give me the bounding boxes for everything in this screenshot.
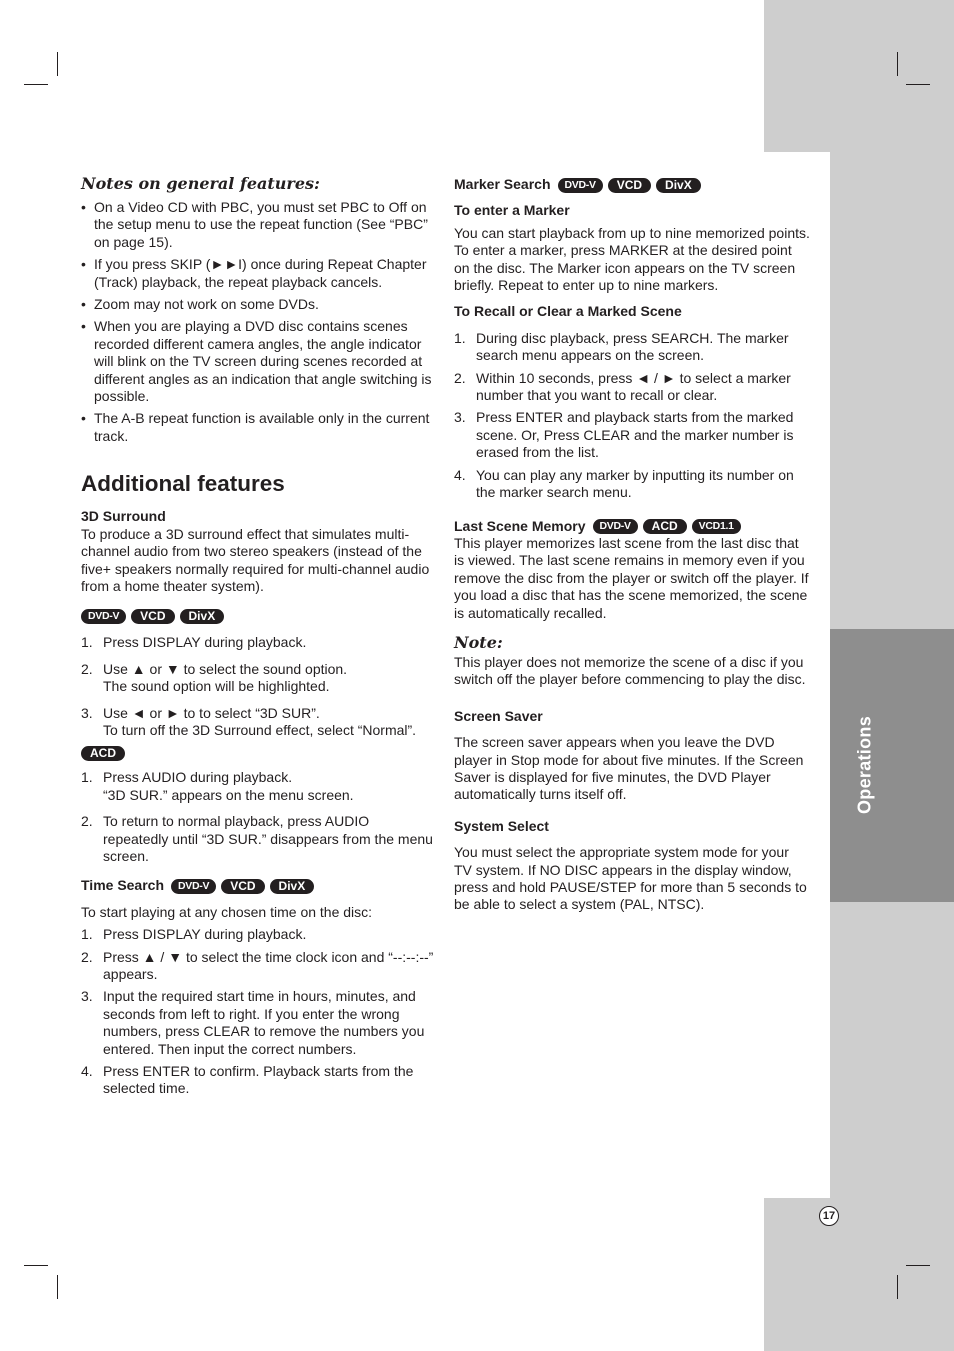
section-title: Additional features bbox=[81, 471, 285, 497]
disc-badges bbox=[81, 744, 438, 762]
crop-mark bbox=[906, 1265, 930, 1266]
enter-marker-text: You can start playback from up to nine memorized points. To enter a marker, press MARKER at the desired point on the disc. The Marker icon appears on the TV screen briefly. Repeat to enter up to nine markers. bbox=[454, 224, 810, 294]
time-search-heading-row bbox=[81, 877, 438, 894]
notes-heading: Notes on general features: bbox=[81, 174, 320, 193]
list-item: 3. Use ◄ or ► to to select “3D SUR”. To turn off the 3D Surround effect, select “Normal”. bbox=[81, 704, 417, 738]
surround-steps-a bbox=[81, 634, 438, 739]
left-column bbox=[81, 172, 438, 1103]
surround-intro: To produce a 3D surround effect that simulates multi-channel audio from two stereo speakers (instead of the five+ speakers normally required for multi-channel audio from a home theater system). bbox=[81, 525, 430, 594]
list-item: 2. Use ▲ or ▼ to select the sound option. The sound option will be highlighted. bbox=[81, 660, 348, 695]
list-item: 1. Press DISPLAY during playback. bbox=[81, 926, 307, 943]
list-item: 4. You can play any marker by inputting its number on the marker search menu. bbox=[454, 466, 794, 501]
enter-marker-heading: To enter a Marker bbox=[454, 202, 570, 219]
time-search-intro: To start playing at any chosen time on the disc: bbox=[81, 903, 373, 920]
list-item: 2. To return to normal playback, press AUDIO repeatedly until “3D SUR.” disappears from the menu screen. bbox=[81, 813, 433, 864]
system-select-heading: System Select bbox=[454, 817, 549, 834]
section-tab bbox=[830, 629, 954, 902]
note-text: This player does not memorize the scene of a disc if you switch off the player before commencing to play the disc. bbox=[454, 653, 806, 688]
disc-badge: VCD bbox=[608, 178, 651, 193]
list-item: 4. Press ENTER to confirm. Playback starts from the selected time. bbox=[81, 1063, 414, 1097]
list-item: 1. During disc playback, press SEARCH. The marker search menu appears on the screen. bbox=[454, 329, 789, 364]
time-search-heading: Time Search bbox=[81, 877, 165, 894]
disc-badges bbox=[81, 607, 438, 625]
list-item: • Zoom may not work on some DVDs. bbox=[81, 296, 319, 313]
list-item: 3. Press ENTER and playback starts from the marked scene. Or, Press CLEAR and the marker number is erased from the list. bbox=[454, 409, 794, 461]
time-search-steps bbox=[81, 926, 438, 1098]
surround-heading: 3D Surround bbox=[81, 508, 166, 525]
crop-mark bbox=[57, 1275, 58, 1299]
disc-badge: ACD bbox=[81, 746, 125, 761]
list-item: • When you are playing a DVD disc contains scenes recorded different camera angles, the angle indicator will blink on the TV screen during scenes recorded at different angles as an indication that angle switching is possible. bbox=[81, 318, 432, 405]
list-item: • If you press SKIP (►►I) once during Repeat Chapter (Track) playback, the repeat playback cancels. bbox=[81, 256, 427, 290]
disc-badge: VCD bbox=[131, 609, 174, 624]
list-item: 2. Within 10 seconds, press ◄ / ► to select a marker number that you want to recall or clear. bbox=[454, 369, 791, 404]
crop-mark bbox=[906, 84, 930, 85]
note-heading: Note: bbox=[454, 632, 503, 652]
marker-steps bbox=[454, 330, 810, 502]
crop-mark bbox=[24, 84, 48, 85]
list-item: • The A-B repeat function is available only in the current track. bbox=[81, 410, 430, 444]
right-column bbox=[454, 176, 810, 914]
crop-mark bbox=[897, 52, 898, 76]
disc-badge: DivX bbox=[180, 609, 225, 624]
section-tab-label: Operations bbox=[854, 715, 875, 815]
disc-badge: DVD-V bbox=[81, 609, 126, 624]
list-item: 2. Press ▲ / ▼ to select the time clock icon and “--:--:--” appears. bbox=[81, 948, 434, 982]
crop-mark bbox=[57, 52, 58, 76]
disc-badge: DivX bbox=[270, 879, 315, 894]
page-number: 17 bbox=[819, 1206, 839, 1226]
disc-badge: VCD bbox=[221, 879, 264, 894]
last-scene-heading-row bbox=[454, 518, 810, 535]
last-scene-text: This player memorizes last scene from the last disc that is viewed. The last scene remains in memory even if you remove the disc from the player or switch off the player. If you load a disc that has the scene memorized, the scene is automatically recalled. bbox=[454, 534, 809, 621]
disc-badge: DivX bbox=[656, 178, 701, 193]
disc-badge: ACD bbox=[643, 519, 687, 534]
screen-saver-text: The screen saver appears when you leave the DVD player in Stop mode for about five minutes. If the Screen Saver is displayed for five minutes, the DVD Player automatically turns itself off. bbox=[454, 734, 804, 803]
surround-steps-b bbox=[81, 769, 438, 865]
crop-mark bbox=[897, 1275, 898, 1299]
disc-badge: DVD-V bbox=[593, 519, 638, 534]
list-item: 3. Input the required start time in hours, minutes, and seconds from left to right. If you enter the wrong numbers, press CLEAR to remove the numbers you entered. Then input the correct numbers. bbox=[81, 988, 425, 1057]
system-select-text: You must select the appropriate system mode for your TV system. If NO DISC appears in the display window, press and hold PAUSE/STEP for more than 5 seconds to be able to select a system (PAL, NTSC). bbox=[454, 844, 807, 913]
crop-mark bbox=[24, 1265, 48, 1266]
screen-saver-heading: Screen Saver bbox=[454, 707, 543, 724]
disc-badge: DVD-V bbox=[171, 879, 216, 894]
last-scene-heading: Last Scene Memory bbox=[454, 517, 586, 534]
side-panel-bottom bbox=[764, 1198, 954, 1351]
list-item: 1. Press AUDIO during playback. “3D SUR.” appears on the menu screen. bbox=[81, 769, 354, 803]
disc-badge: VCD1.1 bbox=[692, 519, 741, 534]
list-item: • On a Video CD with PBC, you must set PBC to Off on the setup menu to use the repeat function (See “PBC” on page 15). bbox=[81, 199, 428, 250]
marker-search-heading: Marker Search bbox=[454, 176, 551, 192]
notes-list bbox=[81, 199, 438, 445]
side-panel-top bbox=[764, 0, 954, 152]
recall-marker-heading: To Recall or Clear a Marked Scene bbox=[454, 303, 682, 320]
list-item: 1. Press DISPLAY during playback. bbox=[81, 634, 307, 651]
disc-badge: DVD-V bbox=[558, 178, 603, 193]
marker-search-heading-row bbox=[454, 176, 810, 193]
